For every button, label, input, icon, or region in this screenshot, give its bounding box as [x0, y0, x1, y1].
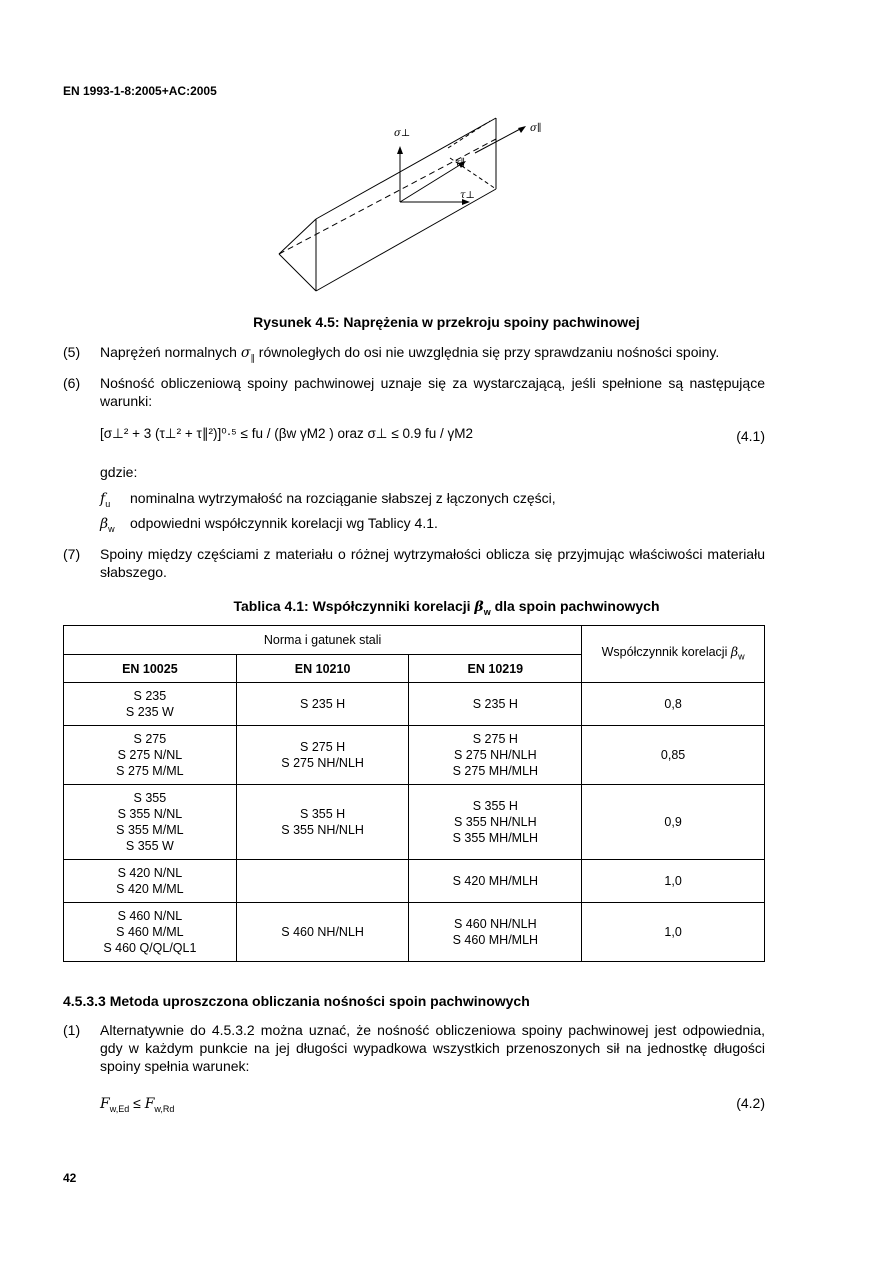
steel-grade: S 275 H — [472, 732, 518, 746]
steel-grade: S 355 M/ML — [116, 823, 184, 837]
steel-grade: S 235 — [133, 689, 167, 703]
steel-grade: S 275 MH/MLH — [452, 764, 539, 778]
para-5-number: (5) — [63, 344, 81, 360]
steel-grade: S 355 N/NL — [117, 807, 183, 821]
para-5-text-a: Naprężeń normalnych — [100, 344, 241, 360]
para-7-text: Spoiny między częściami z materiału o różnej wytrzymałości oblicza się przyjmując właściwości materiału słabszego. — [100, 546, 765, 580]
arrowhead-icon — [518, 126, 526, 133]
bw-sub: w — [108, 523, 115, 534]
f-rhs: F — [144, 1096, 155, 1112]
steel-grade: S 235 W — [125, 705, 174, 719]
table-row — [64, 903, 765, 962]
formula-4-2-number: (4.2) — [736, 1095, 765, 1111]
coef-header-beta: β — [730, 643, 739, 659]
bw-description: odpowiedni współczynnik korelacji wg Tablicy 4.1. — [130, 515, 438, 531]
table-row — [64, 683, 765, 726]
figure-caption: Rysunek 4.5: Naprężenia w przekroju spoiny pachwinowej — [253, 314, 640, 330]
section-dashed-top — [448, 121, 490, 148]
formula-4-2 — [100, 1094, 174, 1118]
table-cell — [236, 785, 409, 860]
table-cell — [64, 860, 237, 903]
section-para-1-number: (1) — [63, 1022, 81, 1038]
table-cell — [409, 683, 582, 726]
steel-grade: S 355 — [133, 791, 167, 805]
table-cell — [64, 785, 237, 860]
bw-sym: β — [100, 516, 109, 532]
steel-grade: S 355 W — [125, 839, 174, 853]
f-lhs: F — [100, 1096, 110, 1112]
table-cell — [236, 903, 409, 962]
arrowhead-icon — [397, 146, 403, 154]
coef-header-text: Współczynnik korelacji — [601, 644, 731, 659]
label-tau-perp: τ⊥ — [460, 190, 475, 201]
table-cell — [236, 726, 409, 785]
steel-grade: S 235 H — [300, 697, 346, 711]
para-6-number: (6) — [63, 375, 81, 391]
steel-grade: S 275 M/ML — [116, 764, 184, 778]
table-row — [64, 785, 765, 860]
table-row — [64, 860, 765, 903]
para-6-text: Nośność obliczeniową spoiny pachwinowej uznaje się za wystarczającą, jeśli spełnione są następujące warunki: — [100, 375, 765, 409]
tau-par-arrow — [400, 163, 463, 202]
steel-grade: S 275 NH/NLH — [453, 748, 537, 762]
steel-grade: S 420 M/ML — [116, 882, 184, 896]
steel-grade: S 275 — [133, 732, 167, 746]
sigma-par-arrow — [475, 128, 522, 153]
coef-value: 0,9 — [582, 785, 765, 860]
para-7-number: (7) — [63, 546, 81, 562]
section-para-1-text: Alternatywnie do 4.5.3.2 można uznać, że nośność obliczeniowa spoiny pachwinowej jest odpowiednia, gdy w każdym punkcie na jej długości wypadkowa wszystkich przenoszonych sił na jednostkę długości spoiny spełnia warunek: — [100, 1022, 765, 1074]
steel-grade: S 420 N/NL — [117, 866, 183, 880]
table-cell — [409, 903, 582, 962]
steel-grade: S 275 NH/NLH — [281, 756, 364, 770]
steel-grade: S 460 NH/NLH — [281, 925, 364, 939]
steel-grade: S 355 MH/MLH — [452, 831, 539, 845]
table-caption-b: dla spoin pachwinowych — [490, 598, 660, 614]
table-cell — [409, 785, 582, 860]
steel-grade: S 460 NH/NLH — [453, 917, 537, 931]
page-number: 42 — [63, 1171, 77, 1185]
col-header: EN 10219 — [409, 655, 582, 683]
table-cell — [409, 860, 582, 903]
formula-4-1: [σ⊥² + 3 (τ⊥² + τ∥²)]⁰·⁵ ≤ fu / (βw γM2 ) oraz σ⊥ ≤ 0.9 fu / γM2 — [100, 426, 474, 441]
label-sigma-par: σ∥ — [530, 123, 542, 134]
fu-sym: f — [100, 491, 106, 507]
section-title: 4.5.3.3 Metoda uproszczona obliczania nośności spoin pachwinowych — [63, 993, 530, 1009]
col-header: EN 10210 — [236, 655, 409, 683]
steel-grade: S 460 M/ML — [116, 925, 184, 939]
table-caption-a: Tablica 4.1: Współczynniki korelacji — [233, 598, 475, 614]
steel-grade: S 460 N/NL — [117, 909, 183, 923]
formula-4-1-number: (4.1) — [736, 428, 765, 444]
prism-left-top — [279, 219, 316, 254]
fu-symbol — [100, 490, 110, 509]
label-tau-par: τ∥ — [455, 158, 466, 169]
para-5-text-b: równoległych do osi nie uwzględnia się przy sprawdzaniu nośności spoiny. — [254, 344, 720, 360]
coef-value: 0,8 — [582, 683, 765, 726]
table-cell — [64, 683, 237, 726]
f-op: ≤ — [129, 1095, 145, 1111]
table-caption-sub: w — [483, 606, 491, 617]
f-lhs-sub: w,Ed — [109, 1103, 130, 1114]
coef-value: 0,85 — [582, 726, 765, 785]
sigma-symbol: σ — [240, 345, 251, 361]
coef-header-sub: w — [738, 651, 745, 662]
fillet-weld-diagram — [270, 118, 560, 298]
label-sigma-perp: σ⊥ — [394, 128, 411, 139]
steel-grade: S 235 H — [472, 697, 518, 711]
steel-grade: S 355 H — [472, 799, 518, 813]
fu-sub: u — [105, 498, 111, 509]
document-header: EN 1993-1-8:2005+AC:2005 — [63, 84, 217, 98]
weld-stress-figure — [270, 118, 560, 298]
table-caption — [0, 598, 893, 617]
para-5-text — [100, 343, 765, 367]
steel-grade: S 355 H — [300, 807, 346, 821]
sigma-sub: ∥ — [250, 352, 255, 363]
coef-value: 1,0 — [582, 860, 765, 903]
table-cell — [236, 860, 409, 903]
steel-grade: S 275 N/NL — [117, 748, 183, 762]
f-rhs-sub: w,Rd — [154, 1103, 175, 1114]
table-caption-beta: β — [474, 599, 484, 615]
coef-value: 1,0 — [582, 903, 765, 962]
steel-grade: S 460 Q/QL/QL1 — [103, 941, 197, 955]
steel-grade: S 355 NH/NLH — [281, 823, 364, 837]
coef-header — [582, 626, 765, 683]
steel-grade: S 460 MH/MLH — [452, 933, 539, 947]
table-cell — [236, 683, 409, 726]
table-cell — [409, 726, 582, 785]
correlation-table — [63, 625, 765, 962]
fu-description: nominalna wytrzymałość na rozciąganie słabszej z łączonych części, — [130, 490, 556, 506]
table-cell — [64, 903, 237, 962]
where-label: gdzie: — [100, 464, 138, 480]
prism-left-bottom — [279, 254, 316, 291]
table-row — [64, 726, 765, 785]
bw-symbol — [100, 515, 115, 534]
steel-grade: S 420 MH/MLH — [452, 874, 539, 888]
steel-grade: S 275 H — [300, 740, 346, 754]
table-cell — [64, 726, 237, 785]
steel-grade: S 355 NH/NLH — [453, 815, 537, 829]
col-header: EN 10025 — [64, 655, 237, 683]
group-header: Norma i gatunek stali — [64, 626, 582, 655]
